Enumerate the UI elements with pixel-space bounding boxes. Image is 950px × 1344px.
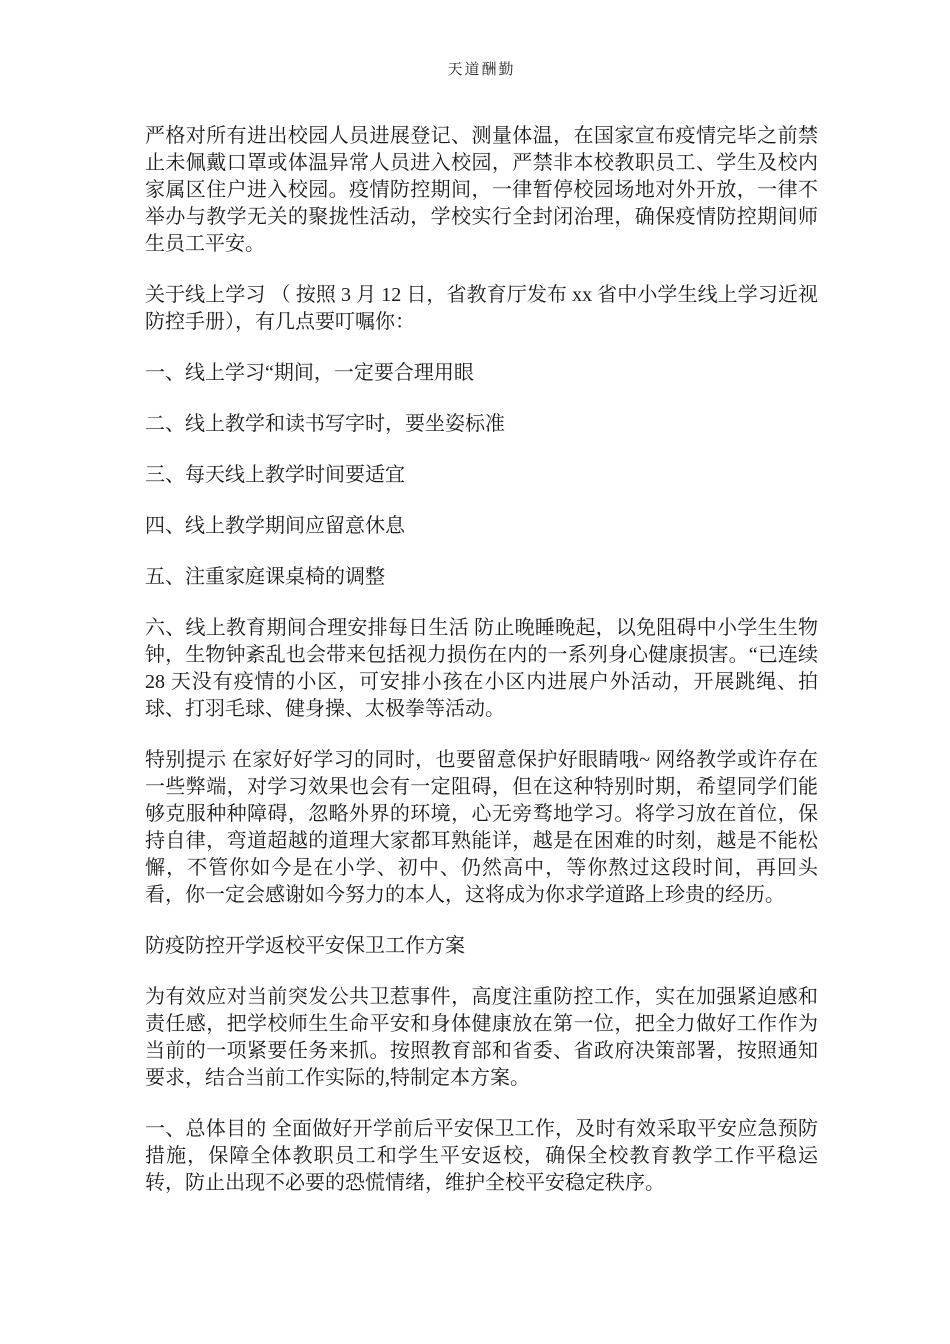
- page-header-slogan: 天道酬勤: [447, 62, 516, 78]
- list-item-4-rest-breaks: 四、线上教学期间应留意休息: [145, 515, 405, 537]
- heading-work-plan-title: 防疫防控开学返校平安保卫工作方案: [145, 935, 465, 957]
- list-item-3-teaching-duration: 三、每天线上教学时间要适宜: [145, 464, 405, 486]
- paragraph-special-reminder: 特别提示 在家好好学习的同时，也要留意保护好眼睛哦~ 网络教学或许存在一些弊端，对学习效果也会有一定阻碍，但在这种特别时期，希望同学们能够克服种种障碍，忽略外界的环境，心无旁骛地学习。将学习放在首位，保持自律，弯道超越的道理大家都耳熟能详，越是在困难的时刻，越是不能松懈，不管你如今是在小学、初中、仍然高中，等你熬过这段时间，再回头看，你一定会感谢如今努力的本人，这将成为你求学道路上珍贵的经历。: [145, 749, 818, 906]
- list-item-5-desk-adjustment: 五、注重家庭课桌椅的调整: [145, 566, 385, 588]
- paragraph-campus-entry-control: 严格对所有进出校园人员进展登记、测量体温，在国家宣布疫情完毕之前禁止未佩戴口罩或体温异常人员进入校园，严禁非本校教职员工、学生及校内家属区住户进入校园。疫情防控期间，一律暂停校园场地对外开放，一律不举办与教学无关的聚拢性活动，学校实行全封闭治理，确保疫情防控期间师生员工平安。: [145, 125, 818, 255]
- paragraph-online-learning-intro: 关于线上学习 （ 按照 3 月 12 日，省教育厅发布 xx 省中小学生线上学习近视防控手册），有几点要叮嘱你：: [145, 284, 818, 333]
- paragraph-6-daily-schedule: 六、线上教育期间合理安排每日生活 防止晚睡晚起，以免阻碍中小学生生物钟，生物钟紊乱也会带来包括视力损伤在内的一系列身心健康损害。“已连续 28 天没有疫情的小区，可安排小孩在小区内进展户外活动，开展跳绳、拍球、打羽毛球、健身操、太极拳等活动。: [145, 617, 818, 720]
- list-item-1-eye-care: 一、线上学习“期间，一定要合理用眼: [145, 362, 474, 384]
- paragraph-plan-purpose-intro: 为有效应对当前突发公共卫惹事件，高度注重防控工作，实在加强紧迫感和责任感，把学校师生生命平安和身体健康放在第一位，把全力做好工作作为当前的一项紧要任务来抓。按照教育部和省委、省政府决策部署，按照通知要求，结合当前工作实际的,特制定本方案。: [145, 986, 818, 1089]
- paragraph-overall-objective: 一、总体目的 全面做好开学前后平安保卫工作，及时有效采取平安应急预防措施，保障全体教职员工和学生平安返校，确保全校教育教学工作平稳运转，防止出现不必要的恐慌情绪，维护全校平安稳定秩序。: [145, 1118, 818, 1194]
- list-item-2-posture: 二、线上教学和读书写字时，要坐姿标准: [145, 413, 505, 435]
